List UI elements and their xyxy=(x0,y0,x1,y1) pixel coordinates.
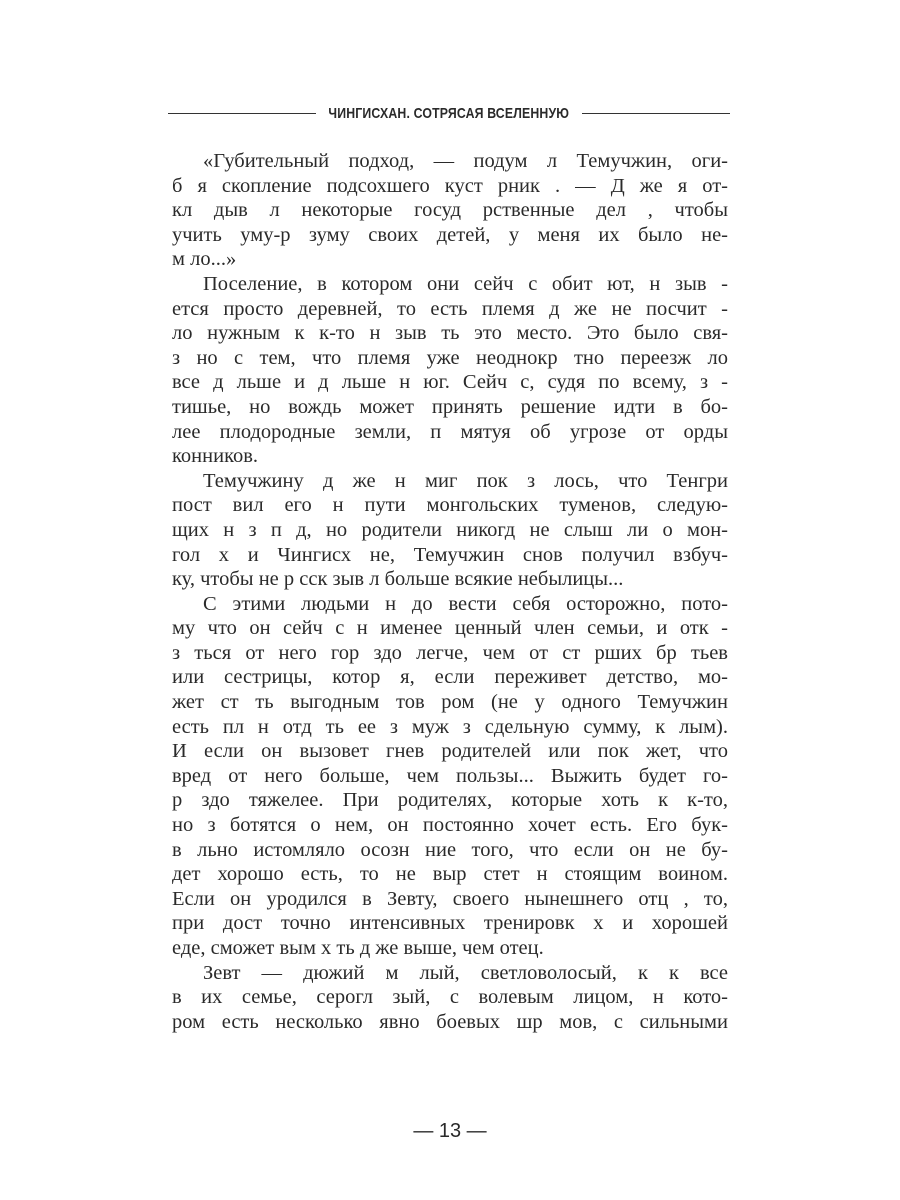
text-line: вред от него больше, чем пользы... Выжить будет го- xyxy=(172,764,728,787)
text-line: гол х и Чингисх не, Темучжин снов получил взбуч- xyxy=(172,543,728,566)
text-line: И если он вызовет гнев родителей или пок жет, что xyxy=(172,740,728,763)
text-line: Поселение, в котором они сейч с обит ют, н зыв - xyxy=(203,272,728,295)
text-line: пост вил его н пути монгольских туменов, следую- xyxy=(172,494,728,517)
text-line: дет хорошо есть, то не выр стет н стоящим воином. xyxy=(172,863,728,886)
text-line: кл дыв л некоторые госуд рственные дел , чтобы xyxy=(172,199,728,222)
text-line: С этими людьми н до вести себя осторожно, пото- xyxy=(203,592,728,615)
text-line: р здо тяжелее. При родителях, которые хоть к к-то, xyxy=(172,789,728,812)
text-line: з ться от него гор здо легче, чем от ст рших бр тьев xyxy=(172,641,728,664)
text-line: или сестрицы, котор я, если переживет детство, мо- xyxy=(172,666,728,689)
text-line: в льно истомляло осозн ние того, что если он не бу- xyxy=(172,838,728,861)
running-header xyxy=(168,100,730,126)
text-line: лее плодородные земли, п мятуя об угрозе от орды xyxy=(172,420,728,443)
body-text xyxy=(172,149,728,1034)
text-line: Если он уродился в Зевту, своего нынешнего отц , то, xyxy=(172,887,728,910)
text-line: «Губительный подход, — подум л Темучжин, оги- xyxy=(203,150,728,172)
running-header-title: ЧИНГИСХАН. СОТРЯСАЯ ВСЕЛЕННУЮ xyxy=(328,104,570,122)
text-line: Темучжину д же н миг пок з лось, что Тенгри xyxy=(203,469,728,492)
text-line: в их семье, серогл зый, с волевым лицом, н кото- xyxy=(172,986,728,1009)
header-rule-left xyxy=(168,113,316,114)
text-line: ром есть несколько явно боевых шр мов, с сильными xyxy=(172,1010,728,1033)
text-line: му что он сейч с н именее ценный член семьи, и отк - xyxy=(172,617,728,640)
text-line: б я скопление подсохшего куст рник . — Д же я от- xyxy=(172,174,728,197)
text-line: м ло...» xyxy=(172,248,237,271)
text-line: тишье, но вождь может принять решение идти в бо- xyxy=(172,395,728,418)
text-line: Зевт — дюжий м лый, светловолосый, к к все xyxy=(203,961,728,984)
page-number: — 13 — xyxy=(413,1120,487,1142)
text-line: но з ботятся о нем, он постоянно хочет есть. Его бук- xyxy=(172,814,728,837)
text-line: все д льше и д льше н юг. Сейч с, судя по всему, з - xyxy=(172,371,728,394)
text-line: еде, сможет вым х ть д же выше, чем отец. xyxy=(172,937,544,959)
text-line: есть пл н отд ть ее з муж з сдельную сумму, к лым). xyxy=(172,715,728,738)
text-line: ку, чтобы не р сск зыв л больше всякие небылицы... xyxy=(172,568,624,591)
text-line: ло нужным к к-то н зыв ть это место. Это было свя- xyxy=(172,322,728,345)
header-rule-right xyxy=(582,113,730,114)
text-line: ется просто деревней, то есть племя д же не посчит - xyxy=(172,297,728,320)
text-line: учить уму-р зуму своих детей, у меня их было не- xyxy=(172,223,728,246)
text-line: конников. xyxy=(172,445,259,468)
text-line: щих н з п д, но родители никогд не слыш ли о мон- xyxy=(172,518,728,541)
text-line: з но с тем, что племя уже неоднокр тно переезж ло xyxy=(172,346,728,369)
text-line: при дост точно интенсивных тренировк х и хорошей xyxy=(172,912,728,935)
text-line: жет ст ть выгодным тов ром (не у одного Темучжин xyxy=(172,691,728,714)
